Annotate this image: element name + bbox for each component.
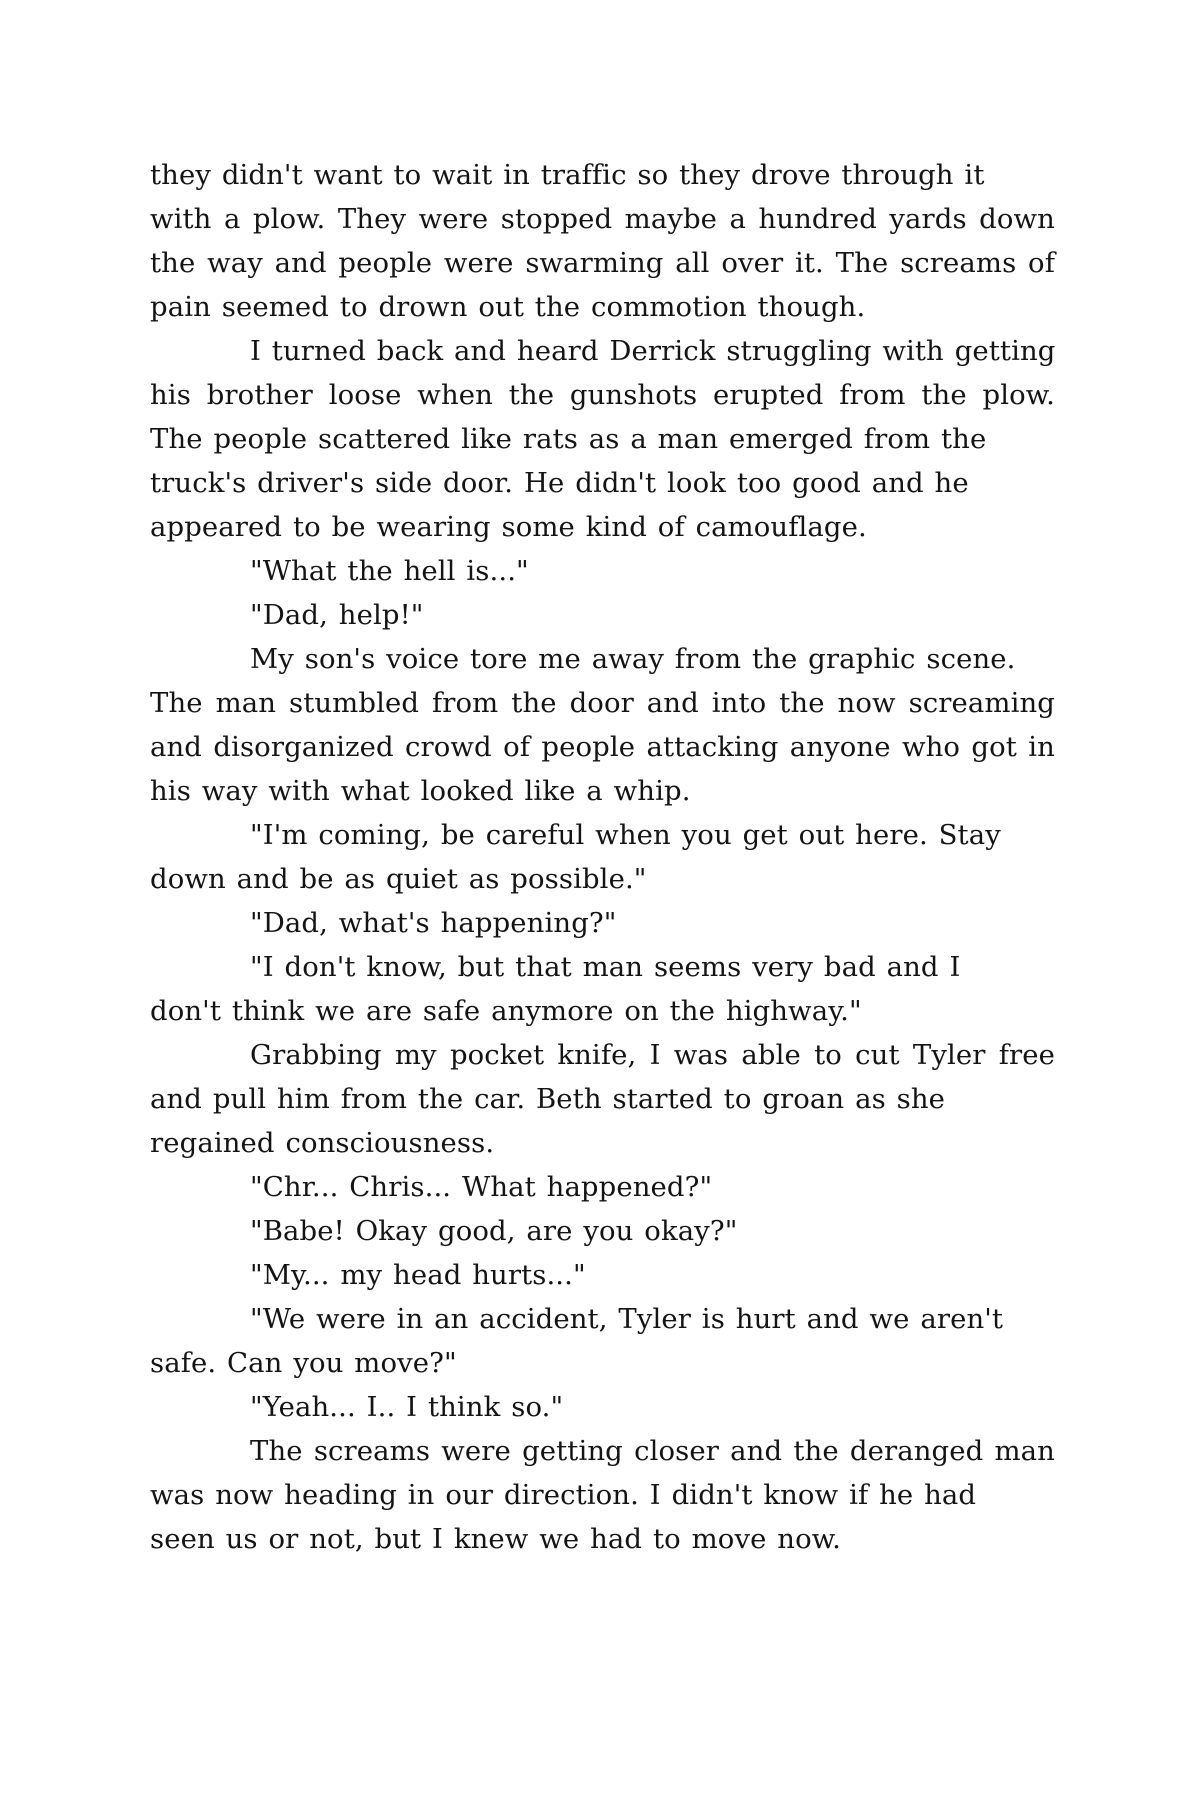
text-line: The man stumbled from the door and into the now screaming [150, 687, 1055, 719]
text-line: his way with what looked like a whip. [150, 775, 691, 807]
text-line: regained consciousness. [150, 1127, 495, 1159]
text-line: Grabbing my pocket knife, I was able to cut Tyler free [250, 1039, 1055, 1071]
text-line: "Dad, help!" [250, 599, 424, 631]
text-line: I turned back and heard Derrick struggling with getting [250, 335, 1056, 367]
text-line: pain seemed to drown out the commotion though. [150, 291, 866, 323]
text-line: they didn't want to wait in traffic so they drove through it [150, 159, 985, 191]
text-line: seen us or not, but I knew we had to move now. [150, 1523, 841, 1555]
text-line: and disorganized crowd of people attacking anyone who got in [150, 731, 1055, 763]
text-line: The screams were getting closer and the deranged man [250, 1435, 1055, 1467]
text-line: My son's voice tore me away from the graphic scene. [250, 643, 1016, 675]
text-line: truck's driver's side door. He didn't look too good and he [150, 467, 969, 499]
body-text [150, 153, 1055, 1561]
text-line: "Yeah... I.. I think so." [250, 1391, 564, 1423]
text-line: safe. Can you move?" [150, 1347, 457, 1379]
text-line: "Dad, what's happening?" [250, 907, 617, 939]
text-line: "Chr... Chris... What happened?" [250, 1171, 713, 1203]
text-line: "My... my head hurts..." [250, 1259, 586, 1291]
text-line: "I don't know, but that man seems very bad and I [250, 951, 961, 983]
text-line: "Babe! Okay good, are you okay?" [250, 1215, 738, 1247]
text-line: down and be as quiet as possible." [150, 863, 647, 895]
text-line: "I'm coming, be careful when you get out here. Stay [250, 819, 1001, 851]
text-line: and pull him from the car. Beth started to groan as she [150, 1083, 946, 1115]
text-line: with a plow. They were stopped maybe a hundred yards down [150, 203, 1055, 235]
text-line: don't think we are safe anymore on the highway." [150, 995, 862, 1027]
text-line: his brother loose when the gunshots erupted from the plow. [150, 379, 1055, 411]
text-line: the way and people were swarming all over it. The screams of [150, 247, 1055, 279]
text-line: appeared to be wearing some kind of camouflage. [150, 511, 867, 543]
text-line: "What the hell is..." [250, 555, 529, 587]
text-line: The people scattered like rats as a man emerged from the [150, 423, 987, 455]
text-line: "We were in an accident, Tyler is hurt and we aren't [250, 1303, 1004, 1335]
text-line: was now heading in our direction. I didn't know if he had [150, 1479, 977, 1511]
